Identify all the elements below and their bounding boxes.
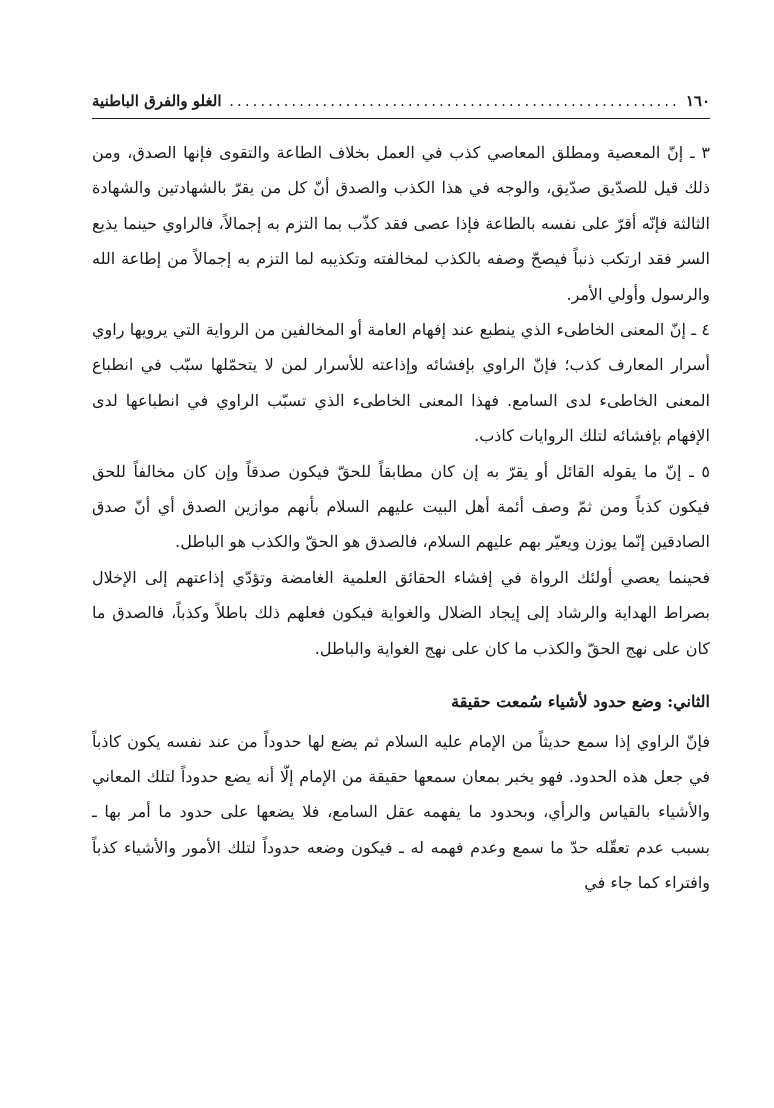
running-title: الغلو والفرق الباطنية <box>92 92 222 110</box>
paragraph-conclusion: فحينما يعصي أولئك الرواة في إفشاء الحقائق العلمية الغامضة وتؤدّي إذاعتهم إلى الإخلال بصراط الهداية والرشاد إلى إيجاد الضلال والغواية فيكون فعلهم ذلك باطلاً وكذباً، فالصدق ما كان على نهج الحقّ والكذب ما كان على نهج الغواية والباطل. <box>92 567 711 658</box>
body-text <box>92 135 710 901</box>
section-paragraph: فإنّ الراوي إذا سمع حديثاً من الإمام عليه السلام ثم يضع لها حدوداً من عند نفسه يكون كاذباً في جعل هذه الحدود. فهو يخبر بمعان سمعها حقيقة من الإمام إلّا أنه يضع حدوداً لتلك المعاني والأشياء بالقياس والرأي، وبحدود ما يفهمه عقل السامع، فلا يضعها على حدود ما أمر بها ـ بسبب عدم تعقّله حدّ ما سمع وعدم فهمه له ـ فيكون وضعه حدوداً لتلك الأمور والأشياء كذباً وافتراء كما جاء في <box>92 731 710 893</box>
paragraph-4: ٤ ـ إنّ المعنى الخاطىء الذي ينطبع عند إفهام العامة أو المخالفين من الرواية التي يرويها راوي أسرار المعارف كذب؛ فإنّ الراوي بإفشائه وإذاعته للأسرار لمن لا يتحمّلها سبّب في انطباع المعنى الخاطىء لدى السامع. فهذا المعنى الخاطىء الذي تسبّب الراوي في انطباعها لدى الإفهام بإفشائه لتلك الروايات كاذب. <box>92 320 710 446</box>
paragraph-5: ٥ ـ إنّ ما يقوله القائل أو يقرّ به إن كان مطابقاً للحقّ فيكون صدقاً وإن كان مخالفاً للحق فيكون كذباً ومن ثمّ وصف أئمة أهل البيت عليهم السلام بأنهم موازين الصدق أي أنّ صدق الصادقين إنّما يوزن ويعيّر بهم عليهم السلام، فالصدق هو الحقّ والكذب هو الباطل. <box>92 461 710 552</box>
leader-dots: .......................................................... <box>229 94 680 109</box>
paragraph-3: ٣ ـ إنّ المعصية ومطلق المعاصي كذب في العمل بخلاف الطاعة والتقوى فإنها الصدق، ومن ذلك قيل للصدّيق صدّيق، والوجه في هذا الكذب والصدق أنّ كل من يقرّ بالشهادتين والشهادة الثالثة فإنّه أقرّ على نفسه بالطاعة فإذا عصى فقد كذّب بما التزم به إجمالاً، فالراوي حينما يذيع السر فقد ارتكب ذنباً فيصحّ وصفه بالكذب لمخالفته وتكذيبه لما التزم به إجمالاً من إطاعة الله والرسول وأولي الأمر. <box>92 143 711 304</box>
book-page <box>92 92 710 1052</box>
section-heading: الثاني: وضع حدود لأشياء سُمعت حقيقة <box>451 692 710 712</box>
running-header <box>92 92 710 119</box>
page-number: ١٦٠ <box>685 92 710 110</box>
